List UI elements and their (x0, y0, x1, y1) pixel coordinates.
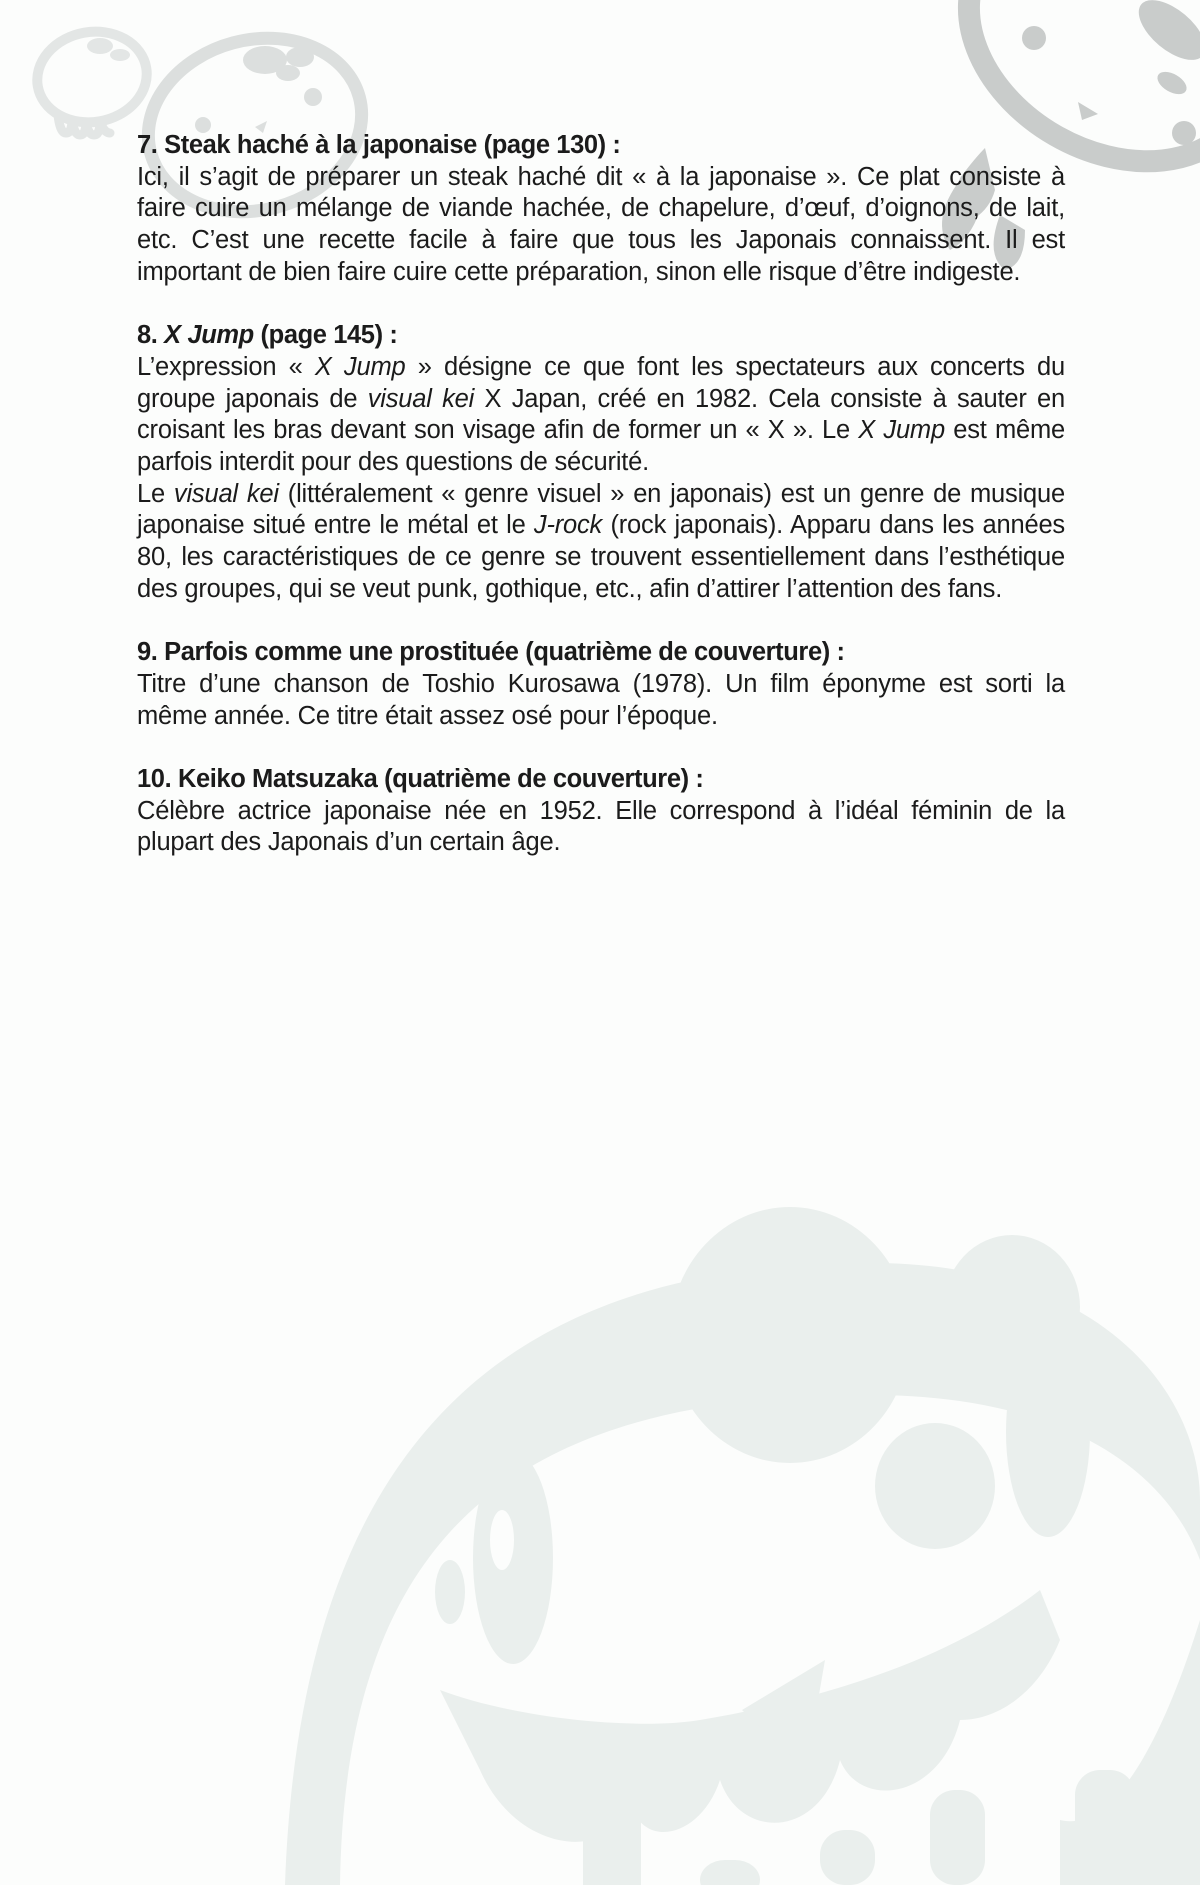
italic-term: X Jump (314, 352, 406, 381)
note-8 (137, 320, 1065, 605)
text-run: Le (137, 479, 174, 508)
text-run: Titre d’une chanson de Toshio Kurosawa (1978). Un film éponyme est sorti la même année. Ce titre était assez osé pour l’époque. (137, 669, 1065, 730)
note-number: 10. (137, 765, 172, 794)
note-heading (137, 764, 1065, 796)
italic-term: visual kei (367, 384, 475, 413)
italic-term: visual kei (173, 479, 279, 508)
note-heading (137, 320, 1065, 352)
note-heading (137, 130, 1065, 162)
italic-term: J-rock (533, 511, 603, 540)
note-paragraph (137, 352, 1065, 479)
text-run: X Japan, créé en 1982. Cela consiste à sauter en croisant les bras devant son visage afin de former un « X ». Le (137, 384, 1065, 445)
note-paragraph (137, 669, 1065, 732)
text-run: (littéralement « genre visuel » en japonais) est un genre de musique japonaise situé entre le métal et le (137, 479, 1065, 540)
large-jellyfish-icon (285, 1207, 1200, 1885)
note-paragraph (137, 479, 1065, 606)
note-number: 7. (137, 131, 158, 159)
note-reference: (page 145) : (260, 321, 398, 350)
note-number: 8. (137, 321, 158, 350)
italic-term: X Jump (858, 416, 945, 445)
text-run: Ici, il s’agit de préparer un steak haché dit « à la japonaise ». Ce plat consiste à faire cuire un mélange de viande hachée, de chapelure, d’œuf, d’oignons, de lait, etc. C’est une recette facile à faire que tous les Japonais connaissent. Il est important de bien faire cuire cette préparation, sinon elle risque d’être indigeste. (137, 162, 1065, 286)
note-reference: (quatrième de couverture) : (525, 638, 845, 667)
note-title: Keiko Matsuzaka (177, 765, 378, 794)
note-9 (137, 637, 1065, 732)
text-run: (rock japonais). Apparu dans les années 80, les caractéristiques de ce genre se trouvent essentiellement dans l’esthétique des groupes, qui se veut punk, gothique, etc., afin d’attirer l’attention des fans. (137, 511, 1065, 603)
note-reference: (page 130) : (483, 131, 621, 159)
note-title: Steak haché à la japonaise (164, 131, 477, 159)
text-run: est même parfois interdit pour des questions de sécurité. (137, 416, 1065, 477)
note-paragraph (137, 162, 1065, 289)
note-7 (137, 130, 1065, 289)
note-paragraph (137, 796, 1065, 859)
text-run: Célèbre actrice japonaise née en 1952. Elle correspond à l’idéal féminin de la plupart des Japonais d’un certain âge. (137, 796, 1065, 857)
text-run: » désigne ce que font les spectateurs aux concerts du groupe japonais de (137, 352, 1066, 413)
note-reference: (quatrième de couverture) : (384, 765, 704, 794)
small-jellyfish-icon (30, 23, 154, 135)
note-number: 9. (137, 638, 158, 667)
note-10 (137, 764, 1065, 859)
notes-section (137, 130, 1065, 891)
note-title: Parfois comme une prostituée (164, 638, 519, 667)
note-heading (137, 637, 1065, 669)
text-run: L’expression « (137, 352, 315, 381)
note-title: X Jump (164, 321, 254, 350)
